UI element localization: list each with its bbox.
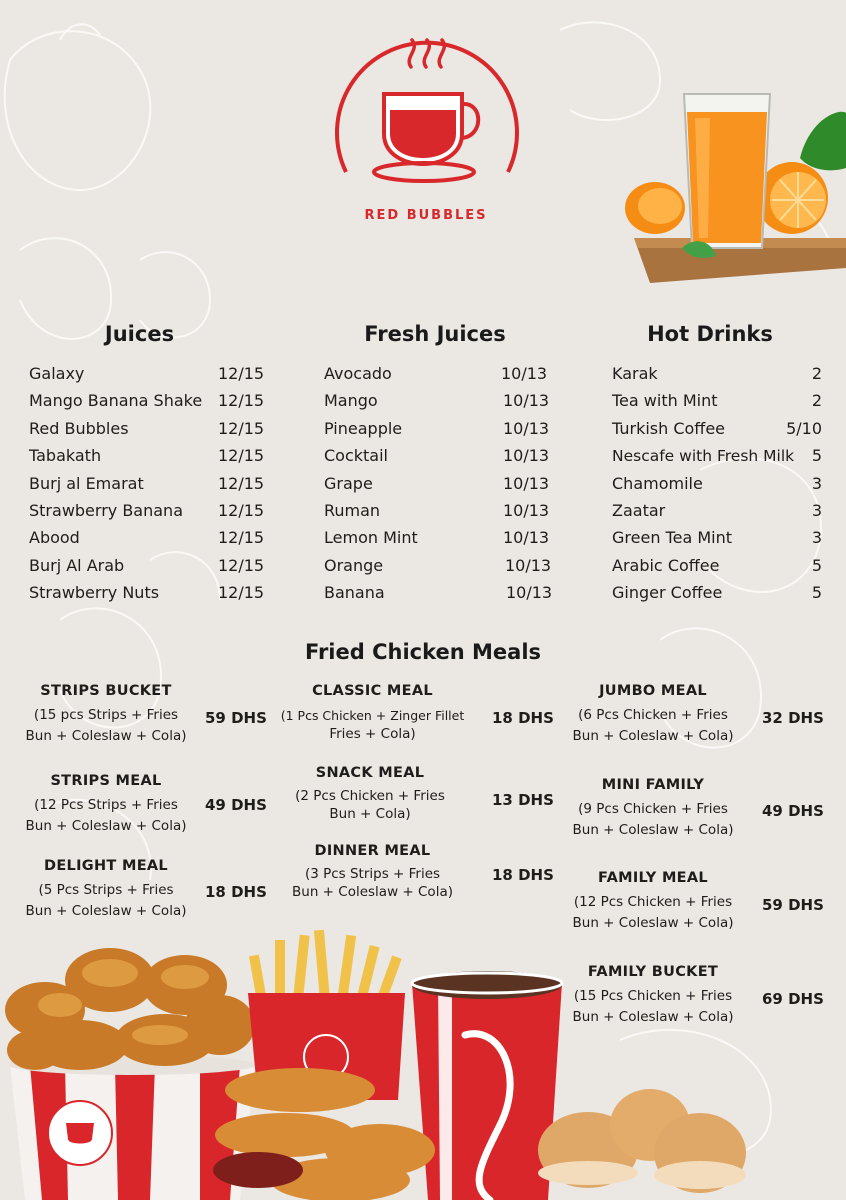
meal-classic: [270, 683, 475, 743]
list-item: [29, 415, 269, 442]
meal-name: DINNER MEAL: [314, 843, 431, 859]
item-name: Ruman: [324, 500, 381, 520]
list-item: [29, 497, 269, 524]
item-price: 10/13: [503, 528, 550, 548]
meal-name: STRIPS BUCKET: [40, 683, 172, 699]
list-item: [29, 442, 269, 469]
item-price: 12/15: [218, 583, 265, 603]
item-price: 12/15: [218, 446, 265, 466]
meal-desc-line2: Bun + Coleslaw + Cola): [572, 1009, 734, 1025]
item-price: 10/13: [501, 364, 548, 383]
list-item: [612, 470, 822, 497]
item-price: 2: [811, 364, 822, 383]
meal-name: FAMILY MEAL: [598, 870, 708, 886]
fresh-juices-list: [324, 360, 564, 607]
meal-strips-bucket: [20, 683, 192, 747]
meal-desc-line1: (15 pcs Strips + Fries: [33, 707, 179, 723]
meal-mini-family: [568, 777, 738, 841]
list-item: [612, 442, 822, 469]
meal-desc-line2: Bun + Coleslaw + Cola): [572, 728, 734, 744]
item-price: 10/13: [503, 391, 550, 411]
item-name: Turkish Coffee: [612, 418, 726, 438]
item-price: 12/15: [218, 364, 265, 383]
list-item: [324, 415, 564, 442]
meal-dinner: [285, 843, 460, 901]
item-price: 5: [811, 446, 822, 466]
item-name: Zaatar: [612, 500, 666, 520]
list-item: [612, 415, 822, 442]
item-price: 3: [811, 528, 822, 548]
meal-desc-line2: Bun + Coleslaw + Cola): [25, 818, 187, 834]
item-price: 12/15: [218, 473, 265, 493]
item-name: Strawberry Banana: [29, 500, 183, 520]
meal-price: 18 DHS: [205, 883, 267, 901]
meal-price: 59 DHS: [762, 896, 824, 914]
item-price: 12/15: [218, 418, 265, 438]
item-price: 10/13: [503, 500, 550, 520]
item-name: Banana: [324, 583, 385, 603]
hot-drinks-list: [612, 360, 822, 607]
meal-name: DELIGHT MEAL: [44, 858, 168, 874]
list-item: [324, 579, 564, 606]
item-name: Cocktail: [324, 446, 388, 466]
meal-price: 49 DHS: [205, 796, 267, 814]
meal-desc-line1: (15 Pcs Chicken + Fries: [573, 988, 733, 1004]
list-item: [324, 552, 564, 579]
meal-price: 32 DHS: [762, 709, 824, 727]
meal-name: MINI FAMILY: [601, 777, 705, 793]
meal-jumbo: [568, 683, 738, 747]
item-price: 10/13: [505, 555, 552, 575]
item-name: Burj Al Arab: [29, 555, 125, 575]
item-price: 3: [811, 500, 822, 520]
item-name: Orange: [324, 555, 384, 575]
item-name: Green Tea Mint: [612, 528, 732, 548]
item-price: 5: [811, 555, 822, 575]
meal-price: 69 DHS: [762, 990, 824, 1008]
fresh-juices-title: Fresh Juices: [364, 322, 506, 346]
item-name: Nescafe with Fresh Milk: [612, 447, 795, 466]
item-name: Abood: [29, 528, 80, 548]
orange-juice-illustration-icon: [620, 88, 846, 288]
meal-desc-line1: (5 Pcs Strips + Fries: [38, 882, 174, 898]
list-item: [29, 552, 269, 579]
item-price: 12/15: [218, 555, 265, 575]
item-price: 12/15: [218, 528, 265, 548]
meal-snack: [285, 765, 455, 823]
meal-name: STRIPS MEAL: [50, 773, 162, 789]
list-item: [29, 360, 269, 387]
hot-drinks-title: Hot Drinks: [647, 322, 773, 346]
meal-strips-meal: [20, 773, 192, 837]
item-name: Strawberry Nuts: [29, 583, 160, 603]
item-name: Red Bubbles: [29, 418, 129, 438]
list-item: [612, 360, 822, 387]
list-item: [612, 387, 822, 414]
list-item: [29, 387, 269, 414]
item-name: Mango: [324, 391, 378, 411]
item-price: 3: [811, 473, 822, 493]
item-name: Ginger Coffee: [612, 583, 723, 603]
item-name: Tabakath: [29, 446, 102, 466]
item-name: Galaxy: [29, 364, 85, 383]
item-name: Chamomile: [612, 473, 703, 493]
fried-chicken-title: Fried Chicken Meals: [304, 640, 542, 664]
list-item: [324, 442, 564, 469]
item-name: Karak: [612, 364, 658, 383]
meal-price: 18 DHS: [492, 709, 554, 727]
meal-desc-line2: Bun + Coleslaw + Cola): [25, 728, 187, 744]
meal-name: SNACK MEAL: [315, 765, 425, 781]
meal-price: 59 DHS: [205, 709, 267, 727]
meal-desc-line1: (2 Pcs Chicken + Fries: [295, 788, 445, 804]
list-item: [324, 360, 564, 387]
meal-desc-line1: (12 Pcs Strips + Fries: [34, 797, 178, 813]
item-price: 10/13: [503, 418, 550, 438]
list-item: [29, 579, 269, 606]
meal-desc-line2: Bun + Coleslaw + Cola): [292, 884, 453, 900]
item-price: 10/13: [503, 473, 550, 493]
item-name: Burj al Emarat: [29, 473, 144, 493]
meal-desc-line2: Bun + Coleslaw + Cola): [572, 822, 734, 838]
list-item: [612, 579, 822, 606]
item-price: 10/13: [506, 583, 553, 603]
item-price: 12/15: [218, 391, 265, 411]
item-price: 12/15: [218, 500, 265, 520]
list-item: [612, 497, 822, 524]
item-price: 10/13: [503, 446, 550, 466]
item-price: 5: [811, 583, 822, 603]
meal-desc-line2: Bun + Coleslaw + Cola): [572, 915, 734, 931]
meal-desc-line2: Bun + Coleslaw + Cola): [25, 903, 187, 919]
fried-chicken-meal-illustration-icon: [0, 925, 760, 1200]
meal-desc-line2: Bun + Cola): [329, 806, 411, 822]
item-name: Pineapple: [324, 418, 403, 438]
meal-name: JUMBO MEAL: [599, 683, 707, 699]
item-name: Tea with Mint: [612, 391, 718, 411]
list-item: [324, 470, 564, 497]
meal-desc-line1: (12 Pcs Chicken + Fries: [573, 894, 733, 910]
meal-delight: [20, 858, 192, 922]
list-item: [29, 524, 269, 551]
juices-title: Juices: [104, 322, 175, 346]
list-item: [29, 470, 269, 497]
item-name: Lemon Mint: [324, 528, 418, 548]
meal-name: FAMILY BUCKET: [587, 964, 719, 980]
meal-price: 13 DHS: [492, 791, 554, 809]
list-item: [612, 552, 822, 579]
meal-price: 18 DHS: [492, 866, 554, 884]
list-item: [324, 524, 564, 551]
item-name: Mango Banana Shake: [29, 391, 203, 411]
meal-desc-line2: Fries + Cola): [329, 726, 416, 742]
item-price: 2: [811, 391, 822, 411]
meal-price: 49 DHS: [762, 802, 824, 820]
item-name: Arabic Coffee: [612, 555, 720, 575]
meal-name: CLASSIC MEAL: [312, 683, 433, 699]
list-item: [324, 497, 564, 524]
brand-name: RED BUBBLES: [364, 208, 488, 223]
item-name: Avocado: [324, 364, 392, 383]
list-item: [324, 387, 564, 414]
meal-desc-line1: (6 Pcs Chicken + Fries: [578, 707, 728, 723]
item-price: 5/10: [786, 418, 822, 438]
list-item: [612, 524, 822, 551]
meal-desc-line1: (9 Pcs Chicken + Fries: [578, 801, 728, 817]
meal-desc-line1: (3 Pcs Strips + Fries: [304, 866, 441, 882]
juices-list: [29, 360, 269, 607]
item-name: Grape: [324, 473, 373, 493]
meal-desc-line1: (1 Pcs Chicken + Zinger Fillet: [280, 708, 465, 723]
